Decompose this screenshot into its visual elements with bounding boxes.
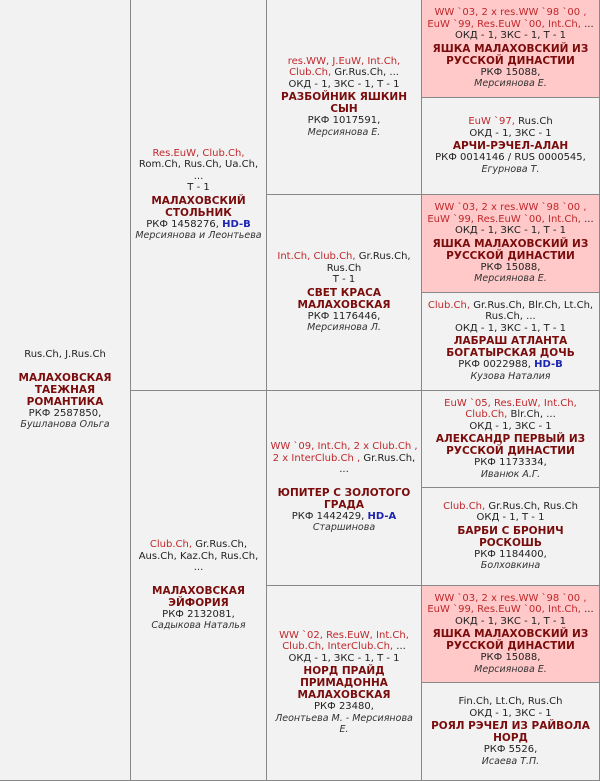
sd-name: СВЕТ КРАСА МАЛАХОВСКАЯ <box>297 286 391 311</box>
sdd-reg: РКФ 0022988, HD-B <box>458 359 563 371</box>
title-segment: Gr.Rus.Ch, Aus.Ch, Kaz.Ch, Rus.Ch, ... <box>138 539 259 573</box>
sd-reg: РКФ 1176446, <box>307 310 381 322</box>
sire-name: МАЛАХОВСКИЙ СТОЛЬНИК <box>151 194 246 219</box>
dsd-breeder: Болховкина <box>480 560 541 572</box>
sire-breeder: Мерсиянова и Леонтьева <box>135 230 262 242</box>
title-segment: WW `02, Res.EuW, Int.Ch, Club.Ch, InterClub.Ch, <box>279 629 409 653</box>
title-segment: Club.Ch, <box>149 539 193 550</box>
title-segment: ... <box>580 604 594 616</box>
ss-name: РАЗБОЙНИК ЯШКИН СЫН <box>280 91 408 116</box>
ssd-cell <box>421 97 600 196</box>
ds-hd: HD-A <box>367 510 397 522</box>
sdd-titles <box>425 300 596 323</box>
dam-reg: РКФ 2132081, <box>162 608 235 620</box>
ddd-cell <box>421 682 600 781</box>
sss-tests: ОКД - 1, ЗКС - 1, Т - 1 <box>454 30 567 42</box>
dam-cell <box>130 390 267 781</box>
dam-titles <box>134 539 263 574</box>
title-segment: Gr.Rus.Ch, Rus.Ch <box>326 251 411 274</box>
sd-cell <box>266 194 422 390</box>
ds-cell <box>266 390 422 586</box>
dsd-tests: ОКД - 1, Т - 1 <box>476 512 545 524</box>
ddd-tests: ОКД - 1, ЗКС - 1 <box>469 707 552 719</box>
dss-titles <box>425 398 596 421</box>
title-segment: Gr.Rus.Ch, Rus.Ch <box>485 500 578 512</box>
sds-cell <box>421 194 600 293</box>
title-segment: res.WW, J.EuW, Int.Ch, Club.Ch, <box>287 55 401 79</box>
dds-reg: РКФ 15088, <box>480 652 541 664</box>
dog-cell <box>0 0 131 781</box>
ds-reg: РКФ 1442429, HD-A <box>291 510 397 522</box>
sdd-name: ЛАБРАШ АТЛАНТА БОГАТЫРСКАЯ ДОЧЬ <box>446 335 575 360</box>
dd-tests: ОКД - 1, ЗКС - 1, Т - 1 <box>288 652 400 664</box>
ddd-name: РОЯЛ РЭЧЕЛ ИЗ РАЙВОЛА НОРД <box>431 720 590 745</box>
dds-tests: ОКД - 1, ЗКС - 1, Т - 1 <box>454 615 567 627</box>
title-segment: WW `09, Int.Ch, 2 x Club.Ch , 2 x InterClub.Ch , <box>270 441 418 464</box>
sds-breeder: Мерсиянова Е. <box>474 273 547 285</box>
ss-titles <box>270 56 418 79</box>
title-segment: WW `03, 2 x res.WW `98 `00 , EuW `99, Res.EuW `00, Int.Ch, <box>427 7 587 30</box>
dd-titles <box>270 630 418 653</box>
title-segment: Rus.Ch <box>514 116 553 128</box>
ds-titles <box>270 441 418 476</box>
sd-tests: Т - 1 <box>332 274 356 286</box>
ss-cell <box>266 0 422 195</box>
sss-titles <box>425 7 596 30</box>
dds-titles <box>425 593 596 616</box>
ddd-breeder: Исаева Т.П. <box>481 755 540 767</box>
title-segment: Int.Ch, Club.Ch, <box>277 251 356 263</box>
ddd-titles <box>459 696 563 708</box>
sdd-cell <box>421 292 600 391</box>
ssd-reg: РКФ 0014146 / RUS 0000545, <box>435 152 586 164</box>
sdd-tests: ОКД - 1, ЗКС - 1, Т - 1 <box>454 322 567 334</box>
ss-tests: ОКД - 1, ЗКС - 1, Т - 1 <box>288 78 400 90</box>
sd-breeder: Мерсиянова Л. <box>307 322 381 334</box>
dsd-titles <box>443 501 578 513</box>
title-segment: WW `03, 2 x res.WW `98 `00 , EuW `99, Res.EuW `00, Int.Ch, <box>427 202 587 225</box>
dss-tests: ОКД - 1, ЗКС - 1 <box>469 420 552 432</box>
ss-breeder: Мерсиянова Е. <box>307 126 381 138</box>
dam-breeder: Садыкова Наталья <box>151 620 246 631</box>
sd-titles <box>270 251 418 274</box>
dd-breeder: Леонтьева М. - Мерсиянова Е. <box>275 712 413 736</box>
dog-titles <box>24 349 106 361</box>
dog-breeder: Бушланова Ольга <box>20 419 110 431</box>
sss-breeder: Мерсиянова Е. <box>474 78 547 90</box>
sire-titles <box>134 148 263 183</box>
ddd-reg: РКФ 5526, <box>483 744 538 756</box>
dds-cell <box>421 585 600 684</box>
dog-name: МАЛАХОВСКАЯ ТАЕЖНАЯ РОМАНТИКА <box>18 371 112 408</box>
title-segment: ... <box>580 18 594 30</box>
sds-reg: РКФ 15088, <box>480 261 541 273</box>
dsd-name: БАРБИ С БРОНИЧ РОСКОШЬ <box>457 524 564 549</box>
ds-breeder: Старшинова <box>312 522 376 534</box>
title-segment: EuW `97, <box>468 116 515 128</box>
sire-hd: HD-B <box>222 218 251 230</box>
sdd-hd: HD-B <box>534 359 563 371</box>
title-segment: Gr.Rus.Ch, Blr.Ch, Lt.Ch, Rus.Ch, ... <box>470 299 594 323</box>
dss-breeder: Иванюк А.Г. <box>480 468 541 480</box>
title-segment: Gr.Rus.Ch, ... <box>339 452 416 476</box>
title-segment: Gr.Rus.Ch, ... <box>331 67 399 79</box>
title-segment: Club.Ch, <box>427 299 471 311</box>
title-segment: ... <box>580 213 594 225</box>
title-segment: Rus.Ch, J.Rus.Ch <box>24 349 106 361</box>
sds-titles <box>425 202 596 225</box>
sire-tests: Т - 1 <box>187 182 210 194</box>
title-segment: EuW `05, Res.EuW, Int.Ch, Club.Ch, <box>444 397 577 421</box>
dam-name: МАЛАХОВСКАЯ ЭЙФОРИЯ <box>152 584 245 609</box>
dss-reg: РКФ 1173334, <box>474 457 547 469</box>
dd-reg: РКФ 23480, <box>314 701 374 713</box>
dss-name: АЛЕКСАНДР ПЕРВЫЙ ИЗ РУССКОЙ ДИНАСТИИ <box>435 433 586 458</box>
ssd-titles <box>468 116 552 128</box>
title-segment: WW `03, 2 x res.WW `98 `00 , EuW `99, Res.EuW `00, Int.Ch, <box>427 592 587 616</box>
dss-cell <box>421 390 600 489</box>
sss-cell <box>421 0 600 98</box>
ss-reg: РКФ 1017591, <box>307 115 381 127</box>
sds-tests: ОКД - 1, ЗКС - 1, Т - 1 <box>454 225 567 237</box>
ds-name: ЮПИТЕР С ЗОЛОТОГО ГРАДА <box>277 486 411 511</box>
title-segment: Club.Ch, <box>443 500 486 512</box>
sss-reg: РКФ 15088, <box>480 66 541 78</box>
title-segment: Fin.Ch, Lt.Ch, Rus.Ch <box>458 696 563 708</box>
dd-cell <box>266 585 422 781</box>
sdd-breeder: Кузова Наталия <box>470 370 551 382</box>
ssd-breeder: Егурнова Т. <box>481 163 540 175</box>
dsd-reg: РКФ 1184400, <box>474 548 547 560</box>
sire-cell <box>130 0 267 391</box>
sire-reg: РКФ 1458276, HD-B <box>146 218 251 230</box>
title-segment: Res.EuW, Club.Ch, <box>152 147 245 159</box>
title-segment: Rom.Ch, Rus.Ch, Ua.Ch, ... <box>138 159 259 182</box>
dd-name: НОРД ПРАЙД ПРИМАДОННА МАЛАХОВСКАЯ <box>297 665 391 702</box>
dog-reg: РКФ 2587850, <box>28 407 102 419</box>
sds-name: ЯШКА МАЛАХОВСКИЙ ИЗ РУССКОЙ ДИНАСТИИ <box>432 237 589 262</box>
ssd-tests: ОКД - 1, ЗКС - 1 <box>469 127 552 139</box>
dsd-cell <box>421 487 600 586</box>
dds-name: ЯШКА МАЛАХОВСКИЙ ИЗ РУССКОЙ ДИНАСТИИ <box>432 628 589 653</box>
dds-breeder: Мерсиянова Е. <box>474 663 547 675</box>
title-segment: ... <box>393 641 406 653</box>
title-segment: Blr.Ch, ... <box>507 409 556 421</box>
ssd-name: АРЧИ-РЭЧЕЛ-АЛАН <box>452 140 569 153</box>
sss-name: ЯШКА МАЛАХОВСКИЙ ИЗ РУССКОЙ ДИНАСТИИ <box>432 42 589 67</box>
